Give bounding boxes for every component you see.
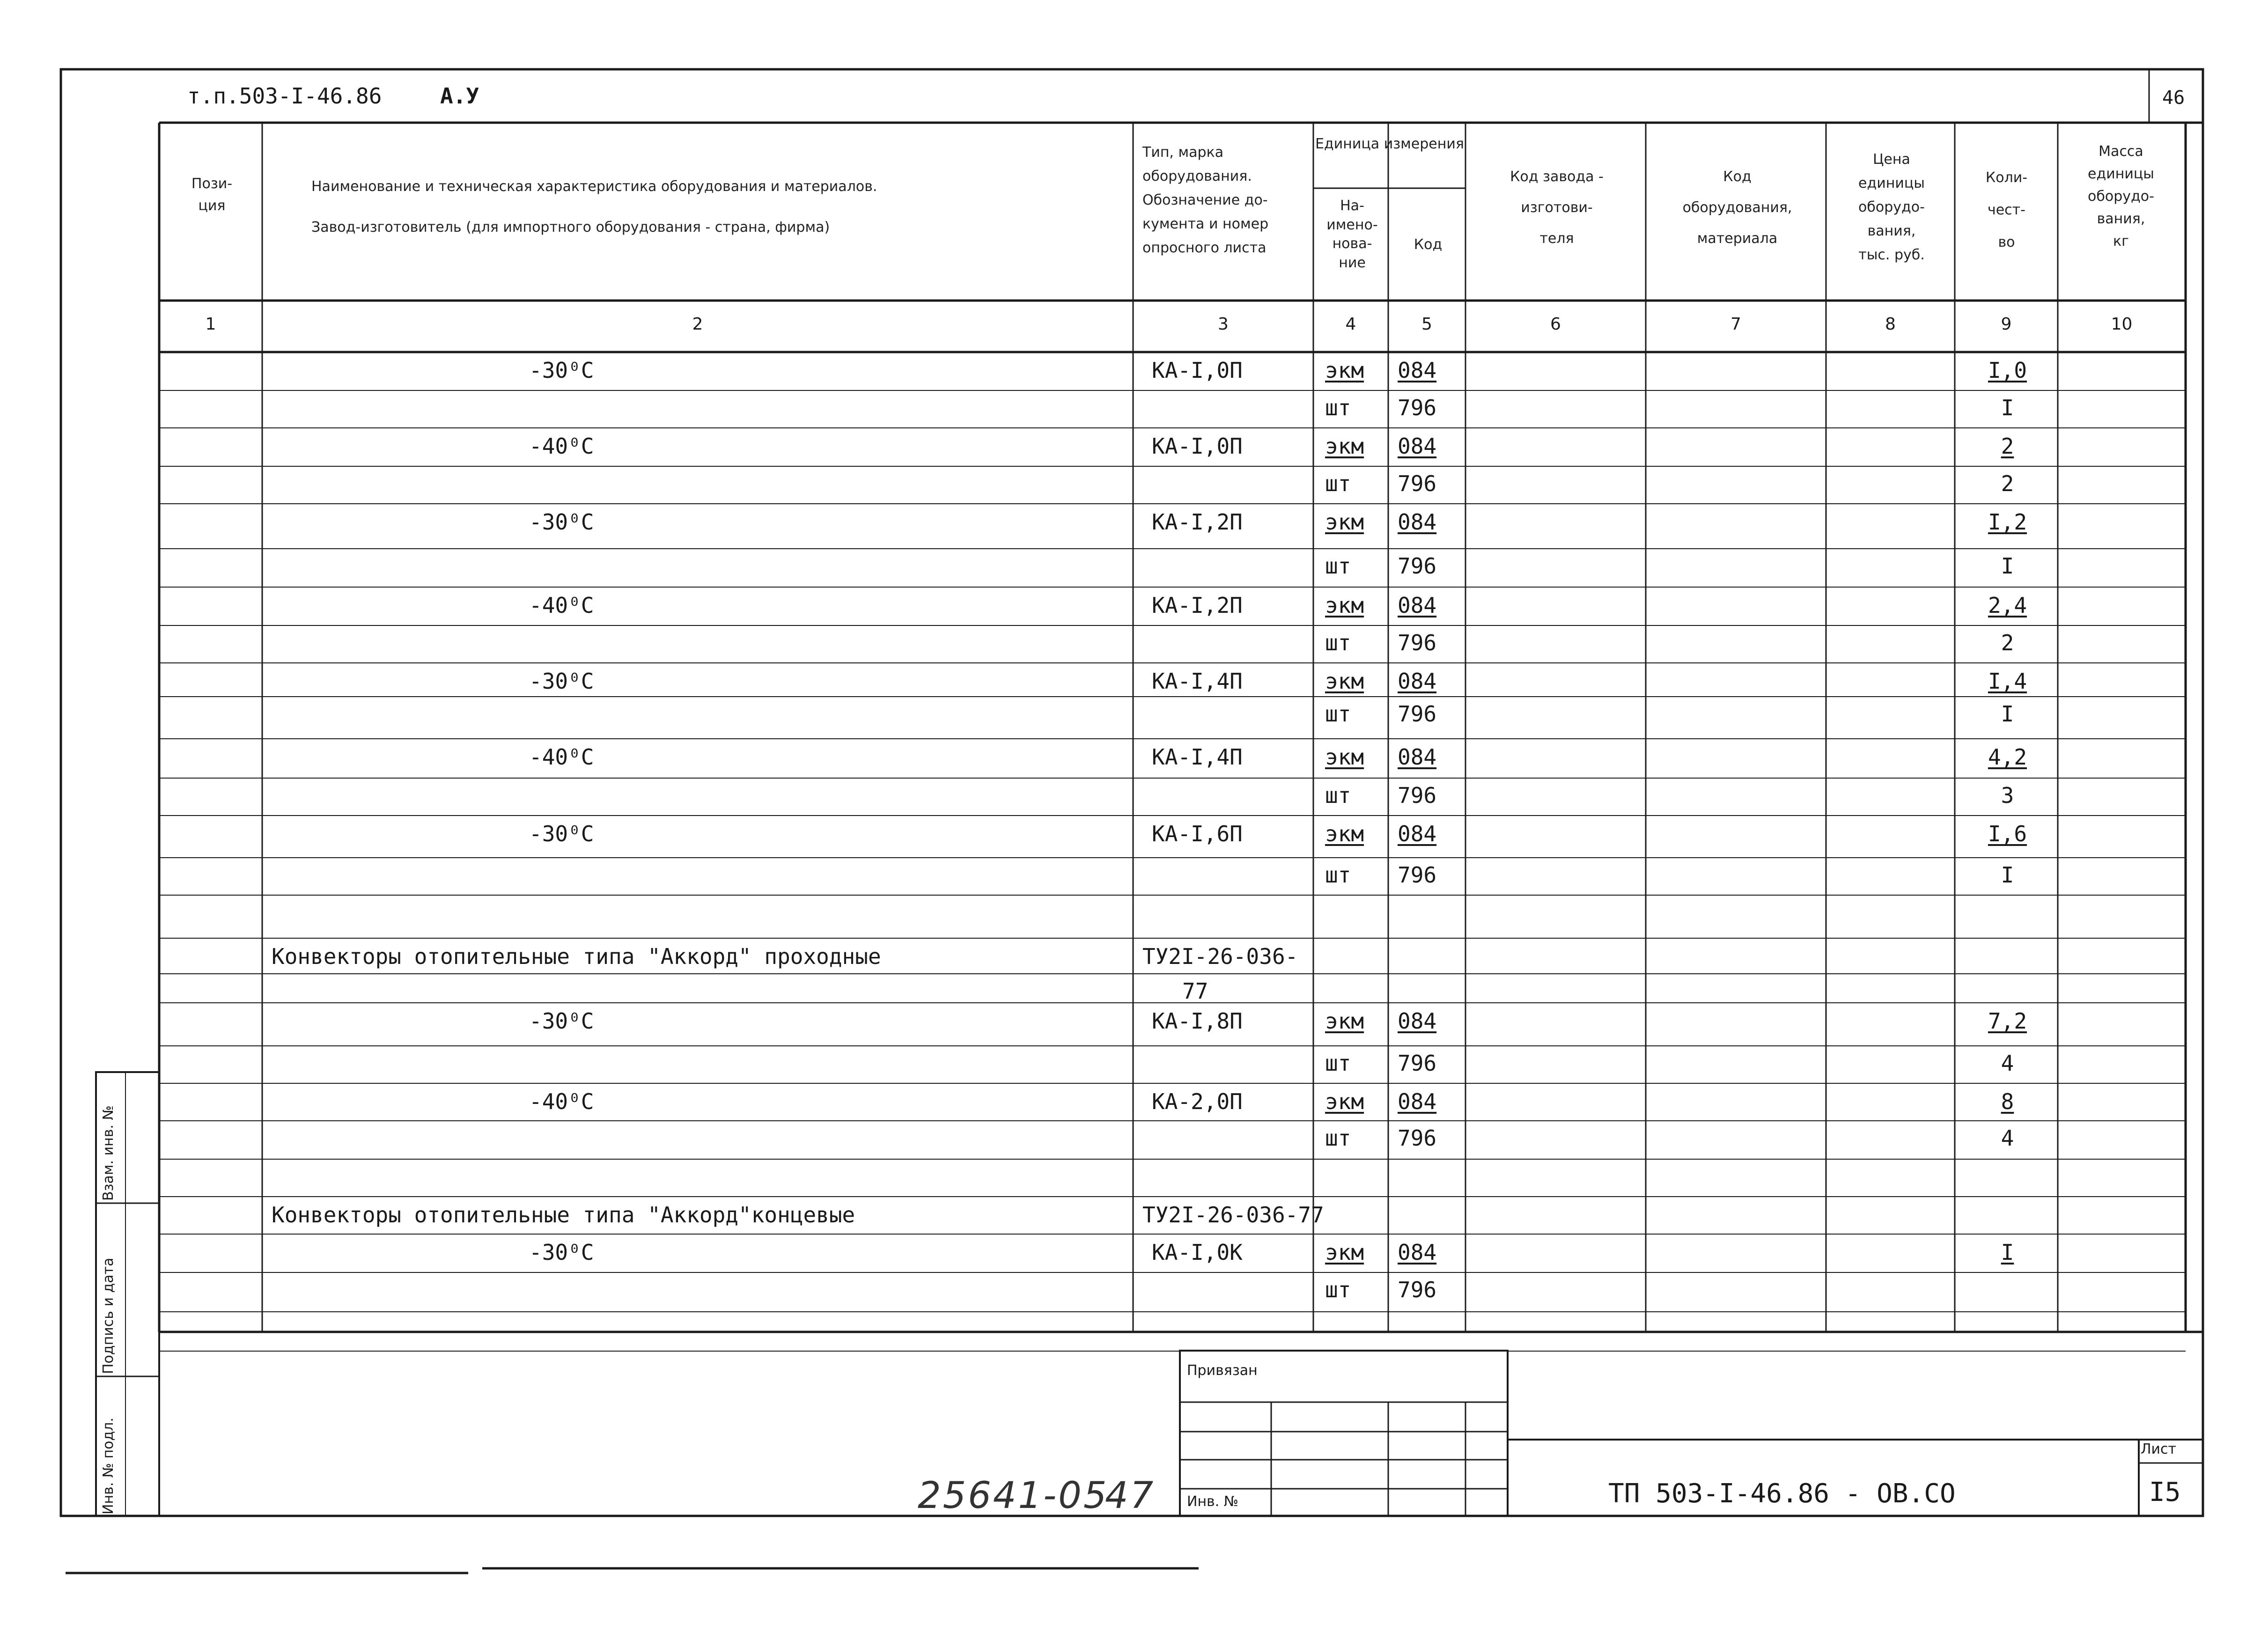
row-quantity: 7,2 [1988,1008,2027,1034]
section-spec: ТУ2I-26-036-77 [1142,1202,1324,1228]
row-code: 084 [1398,1008,1437,1034]
sheet-label: Лист [2141,1441,2177,1457]
row-unit2: шт [1325,1125,1351,1151]
header-name: Наименование и техническая характеристика оборудования и материалов. Завод-изготовитель (для импортного оборудования - страна, фирма) [311,178,877,235]
row-code2: 796 [1398,1051,1437,1076]
row-code2: 796 [1398,395,1437,420]
top-code: т.п.503-I-46.86 [187,83,382,109]
header-price: Цена единицы оборудо- вания, тыс. руб. [1858,151,1925,263]
row-unit: экм [1325,593,1364,618]
row-unit: экм [1325,669,1364,694]
row-quantity: I,0 [1988,358,2027,383]
header-equipment: Код оборудования, материала [1682,169,1792,247]
row-code2: 796 [1398,701,1437,727]
row-quantity: I [2001,1240,2014,1265]
row-temperature: -40⁰С [529,744,594,770]
row-temperature: -40⁰С [529,1089,594,1114]
section-spec-cont: 77 [1182,978,1208,1004]
header-quantity: Коли- чест- во [1985,169,2028,250]
column-number-9: 9 [2001,315,2012,334]
header-unit-code: Код [1414,236,1443,253]
row-model: КА-I,6П [1152,821,1243,846]
row-code: 084 [1398,1240,1437,1265]
row-quantity: I,4 [1988,669,2027,694]
row-temperature: -30⁰С [529,358,594,383]
inv-number-label: Инв. № [1187,1493,1239,1510]
row-unit: экм [1325,1240,1364,1265]
row-unit: экм [1325,1089,1364,1114]
row-model: КА-2,0П [1152,1089,1243,1114]
row-code: 084 [1398,434,1437,459]
row-temperature: -30⁰С [529,509,594,535]
row-temperature: -30⁰С [529,1008,594,1034]
row-quantity2: 3 [2001,783,2014,808]
row-quantity2: I [2001,395,2014,420]
handwritten-page: 47 [1105,1475,1156,1517]
row-code: 084 [1398,509,1437,535]
column-number-3: 3 [1218,315,1229,334]
row-code2: 796 [1398,471,1437,496]
row-unit: экм [1325,434,1364,459]
row-unit2: шт [1325,1277,1351,1302]
row-quantity: 2 [2001,434,2014,459]
column-number-7: 7 [1730,315,1741,334]
row-code2: 796 [1398,630,1437,655]
row-code: 084 [1398,744,1437,770]
row-quantity: I,6 [1988,821,2027,846]
sheet-number: I5 [2149,1477,2181,1507]
row-model: КА-I,0П [1152,434,1243,459]
row-unit: экм [1325,358,1364,383]
row-unit: экм [1325,821,1364,846]
column-number-1: 1 [205,315,216,334]
row-temperature: -30⁰С [529,1240,594,1265]
header-type: Тип, марка оборудования. Обозначение до- кумента и номер опросного листа [1142,144,1269,256]
header-position: Пози- ция [191,176,233,214]
stamp-inv-podl: Инв. № подл. [100,1418,117,1514]
row-unit2: шт [1325,862,1351,888]
row-model: КА-I,0П [1152,358,1243,383]
handwritten-number: 25641-05 [918,1475,1109,1517]
column-number-2: 2 [692,315,703,334]
row-code: 084 [1398,1089,1437,1114]
section-title: Конвекторы отопительные типа "Аккорд" проходные [272,944,881,969]
corner-number: 46 [2162,87,2185,109]
column-number-10: 10 [2111,315,2133,334]
row-model: КА-I,2П [1152,509,1243,535]
row-code: 084 [1398,358,1437,383]
section-spec: ТУ2I-26-036- [1142,944,1298,969]
row-temperature: -30⁰С [529,821,594,846]
row-model: КА-I,0К [1152,1240,1243,1265]
row-model: КА-I,2П [1152,593,1243,618]
row-unit: экм [1325,1008,1364,1034]
stamp-signature-date: Подпись и дата [100,1257,117,1374]
row-quantity2: I [2001,862,2014,888]
stamp-vzam-inv: Взам. инв. № [100,1105,117,1201]
row-unit2: шт [1325,1051,1351,1076]
row-code2: 796 [1398,1125,1437,1151]
row-unit: экм [1325,509,1364,535]
row-unit2: шт [1325,553,1351,579]
row-quantity: 4,2 [1988,744,2027,770]
column-number-6: 6 [1550,315,1561,334]
row-unit2: шт [1325,471,1351,496]
row-quantity: 8 [2001,1089,2014,1114]
header-maker: Код завода - изготови- теля [1510,169,1604,247]
privyazan-label: Привязан [1187,1362,1258,1379]
outer-frame [61,69,2203,1516]
header-unit: Единица измерения [1315,136,1464,152]
row-code2: 796 [1398,1277,1437,1302]
column-number-5: 5 [1421,315,1432,334]
column-number-4: 4 [1345,315,1356,334]
top-section: А.У [440,83,479,109]
row-unit2: шт [1325,783,1351,808]
row-unit2: шт [1325,630,1351,655]
row-model: КА-I,4П [1152,744,1243,770]
row-code: 084 [1398,669,1437,694]
row-model: КА-I,4П [1152,669,1243,694]
row-quantity: 2,4 [1988,593,2027,618]
row-temperature: -40⁰С [529,434,594,459]
row-model: КА-I,8П [1152,1008,1243,1034]
row-unit: экм [1325,744,1364,770]
row-quantity2: 4 [2001,1125,2014,1151]
row-unit2: шт [1325,701,1351,727]
header-mass: Масса единицы оборудо- вания, кг [2088,143,2154,250]
row-code2: 796 [1398,783,1437,808]
row-quantity: I,2 [1988,509,2027,535]
document-designation: ТП 503-I-46.86 - ОВ.СО [1608,1478,1956,1509]
row-quantity2: 2 [2001,471,2014,496]
row-code2: 796 [1398,553,1437,579]
row-code: 084 [1398,593,1437,618]
row-quantity2: I [2001,701,2014,727]
column-number-8: 8 [1885,315,1896,334]
row-quantity2: 4 [2001,1051,2014,1076]
section-title: Конвекторы отопительные типа "Аккорд"концевые [272,1202,855,1228]
row-temperature: -30⁰С [529,669,594,694]
row-temperature: -40⁰С [529,593,594,618]
row-quantity2: I [2001,553,2014,579]
row-quantity2: 2 [2001,630,2014,655]
row-code2: 796 [1398,862,1437,888]
row-code: 084 [1398,821,1437,846]
row-unit2: шт [1325,395,1351,420]
header-unit-name: На- имено- нова- ние [1326,198,1378,271]
